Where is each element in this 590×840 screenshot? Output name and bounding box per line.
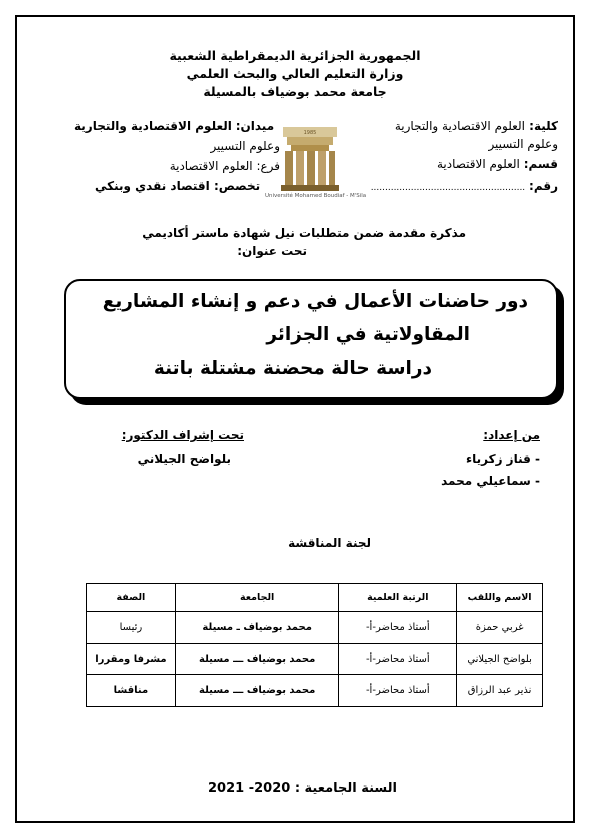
table-row xyxy=(87,612,543,644)
university-logo xyxy=(265,125,367,207)
branch-label: فرع: xyxy=(256,159,280,173)
field-value: العلوم الاقتصادية والتجارية xyxy=(74,119,232,133)
logo-caption: Université Mohamed Boudiaf - M'Sila xyxy=(265,193,367,199)
header-role: الصفة xyxy=(87,584,176,612)
ministry-name: وزارة التعليم العالي والبحث العلمي xyxy=(186,66,404,81)
number-placeholder: ...................................................... xyxy=(370,183,526,193)
cell-university: محمد بوضياف ـ مسيلة xyxy=(175,612,339,644)
thesis-description: مذكرة مقدمة ضمن متطلبات نيل شهادة ماستر أكاديمي xyxy=(142,226,466,240)
cell-rank: أستاذ محاضر-أ- xyxy=(339,675,457,707)
student-name-2: - سماعيلي محمد xyxy=(441,474,540,488)
supervisor-name: بلواضح الجيلاني xyxy=(137,452,231,466)
thesis-title-line-2: المقاولاتية في الجزائر xyxy=(266,324,470,345)
faculty-value: العلوم الاقتصادية والتجارية xyxy=(394,119,525,133)
specialty-label: تخصص: xyxy=(213,179,261,193)
branch-value: العلوم الاقتصادية xyxy=(169,159,253,173)
committee-title: لجنة المناقشة xyxy=(288,536,371,550)
cell-rank: أستاذ محاضر-أ- xyxy=(339,612,457,644)
branch-line xyxy=(170,159,280,173)
thesis-title-line-3: دراسة حالة محضنة مشتلة باتنة xyxy=(153,358,432,379)
committee-table xyxy=(86,583,543,707)
cell-name: غربي حمزة xyxy=(457,612,543,644)
under-title-label: تحت عنوان: xyxy=(237,244,307,258)
department-label: قسم: xyxy=(523,157,558,171)
department-value: العلوم الاقتصادية xyxy=(436,157,520,171)
number-line xyxy=(371,179,558,193)
number-label: رقم: xyxy=(529,179,558,193)
specialty-line xyxy=(95,179,260,193)
cell-university: محمد بوضياف ـــ مسيلة xyxy=(175,675,339,707)
university-name: جامعة محمد بوضياف بالمسيلة xyxy=(203,84,387,99)
republic-name: الجمهورية الجزائرية الديمقراطية الشعبية xyxy=(169,48,421,63)
header-name: الاسم واللقب xyxy=(457,584,543,612)
faculty-line xyxy=(395,119,558,133)
thesis-title-line-1: دور حاضنات الأعمال في دعم و إنشاء المشاريع xyxy=(102,291,528,312)
cell-role: مناقشا xyxy=(87,675,176,707)
academic-year: السنة الجامعية : 2020- 2021 xyxy=(208,781,397,796)
field-label: ميدان: xyxy=(235,119,275,133)
thesis-title-box xyxy=(64,279,558,399)
faculty-value-cont: وعلوم التسيير xyxy=(488,137,558,151)
specialty-value: اقتصاد نقدي وبنكي xyxy=(95,179,210,193)
cell-rank: أستاذ محاضر-أ- xyxy=(339,643,457,675)
field-line xyxy=(74,119,274,133)
prepared-by-label: من إعداد: xyxy=(483,428,540,442)
cell-name: بلواضح الجيلاني xyxy=(457,643,543,675)
cell-role: مشرفا ومقررا xyxy=(87,643,176,675)
field-value-cont: وعلوم التسيير xyxy=(210,139,280,153)
supervisor-label: تحت إشراف الدكتور: xyxy=(121,428,244,442)
cell-university: محمد بوضياف ـــ مسيلة xyxy=(175,643,339,675)
header-rank: الرتبة العلمية xyxy=(339,584,457,612)
table-row xyxy=(87,675,543,707)
cell-role: رئيسا xyxy=(87,612,176,644)
faculty-label: كلية: xyxy=(529,119,558,133)
cell-name: نذير عبد الرزاق xyxy=(457,675,543,707)
student-name-1: - قناز زكرياء xyxy=(465,452,540,466)
svg-text:1985: 1985 xyxy=(303,130,317,136)
table-header-row xyxy=(87,584,543,612)
table-row xyxy=(87,643,543,675)
department-line xyxy=(437,157,558,171)
header-university: الجامعة xyxy=(175,584,339,612)
